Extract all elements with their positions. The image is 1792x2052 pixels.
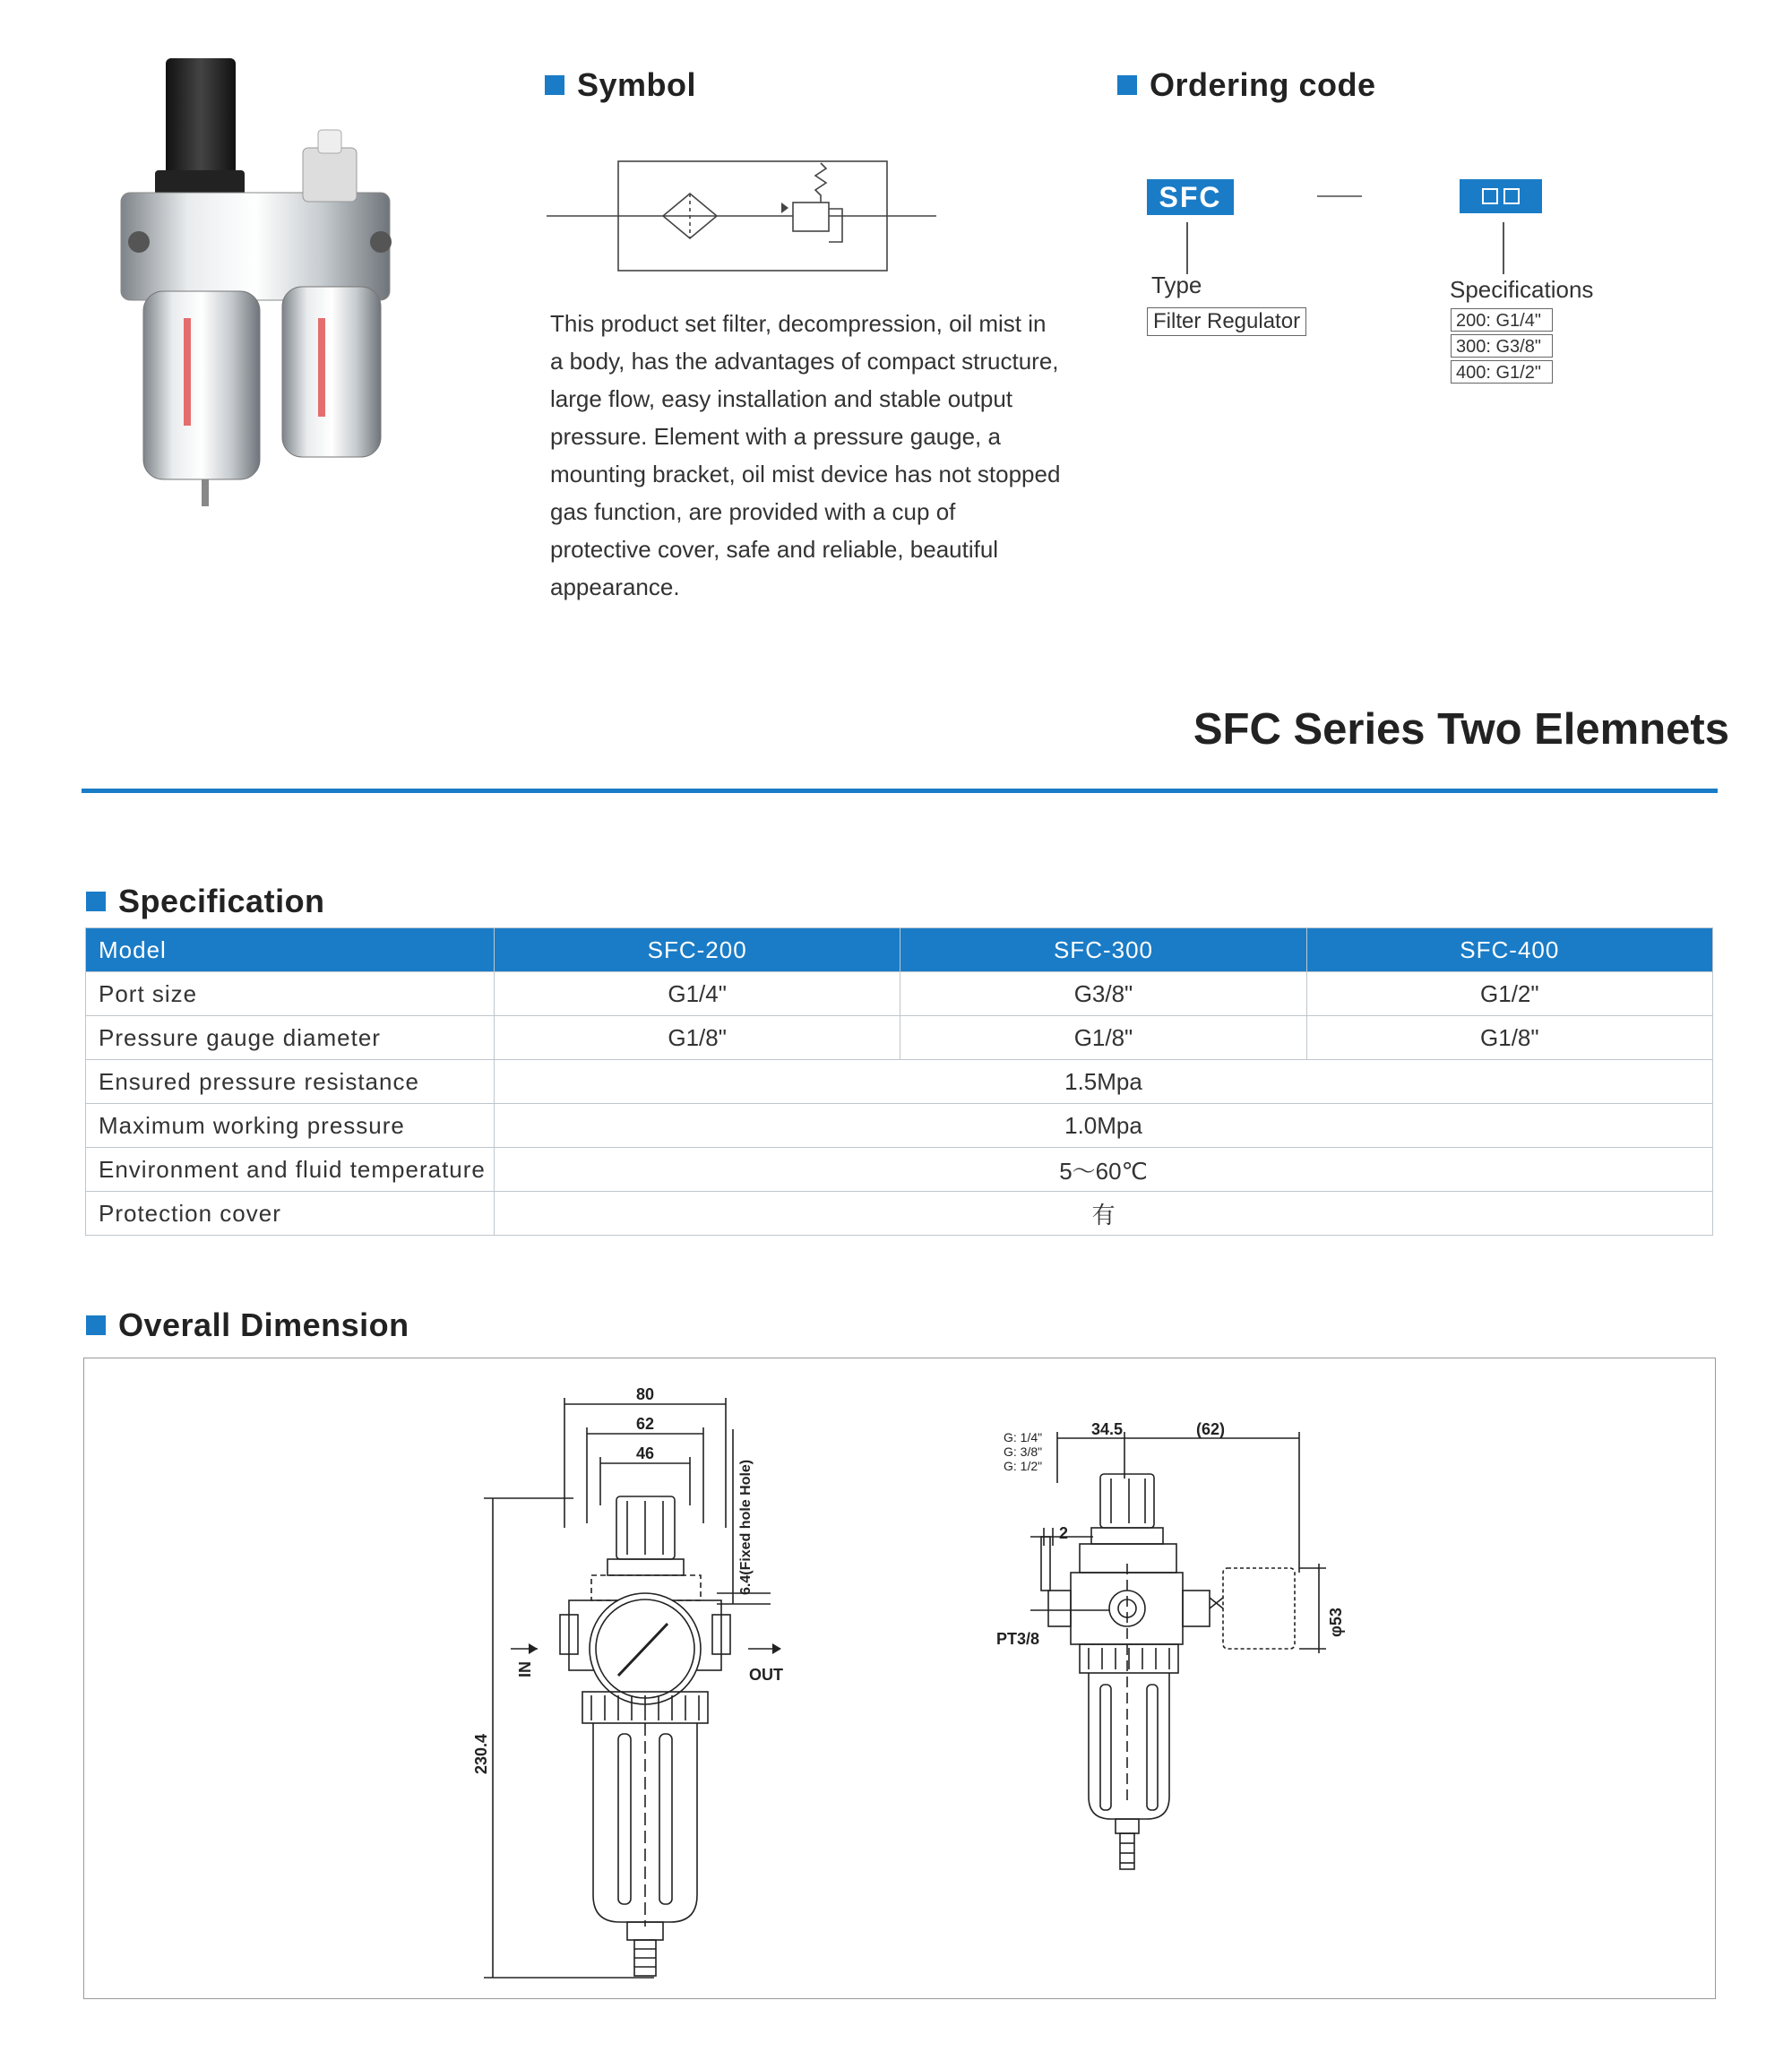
table-cell: 有 — [495, 1192, 1713, 1236]
series-title: SFC Series Two Elemnets — [1193, 705, 1729, 754]
header-cell: SFC-400 — [1306, 928, 1712, 972]
table-row — [86, 972, 1713, 1016]
symbol-heading: Symbol — [545, 66, 696, 104]
dim-height: 230.4 — [472, 1733, 490, 1774]
placeholder-box — [1503, 188, 1520, 204]
type-connector — [1186, 222, 1188, 274]
specification-heading: Specification — [86, 883, 325, 920]
section-marker-icon — [1117, 75, 1137, 95]
row-label: Environment and fluid temperature — [86, 1148, 495, 1192]
header-cell: SFC-300 — [900, 928, 1306, 972]
row-label: Port size — [86, 972, 495, 1016]
table-cell: G1/8" — [900, 1016, 1306, 1060]
table-row — [86, 1060, 1713, 1104]
spec-option: 300: G3/8" — [1451, 334, 1553, 358]
table-cell: G3/8" — [900, 972, 1306, 1016]
table-row — [86, 1148, 1713, 1192]
product-photo — [103, 49, 444, 515]
dim-62-ref: (62) — [1196, 1420, 1226, 1438]
spec-option: 400: G1/2" — [1451, 360, 1553, 384]
spec-connector — [1503, 222, 1504, 274]
dim-80: 80 — [635, 1385, 655, 1403]
dim-34-5: 34.5 — [1091, 1420, 1124, 1438]
spec-option: 200: G1/4" — [1451, 308, 1553, 332]
port-size-label: G: 1/2" — [1004, 1459, 1043, 1473]
section-marker-icon — [545, 75, 564, 95]
port-size-label: G: 3/8" — [1004, 1444, 1043, 1459]
dim-46: 46 — [635, 1444, 655, 1462]
table-row — [86, 1016, 1713, 1060]
side-view-drawing — [995, 1402, 1371, 1976]
section-marker-icon — [86, 1315, 106, 1335]
table-cell: G1/4" — [495, 972, 900, 1016]
dimension-drawing-frame — [83, 1358, 1716, 1999]
code-prefix-badge: SFC — [1147, 179, 1234, 215]
placeholder-box — [1482, 188, 1498, 204]
type-value: Filter Regulator — [1147, 307, 1306, 336]
overall-dimension-heading: Overall Dimension — [86, 1306, 409, 1344]
front-view-drawing — [448, 1380, 806, 1989]
type-label: Type — [1151, 272, 1202, 298]
specification-table — [85, 927, 1713, 1236]
title-divider — [82, 789, 1718, 793]
table-header-row — [86, 928, 1713, 972]
table-cell: G1/8" — [495, 1016, 900, 1060]
pt-thread-label: PT3/8 — [996, 1630, 1040, 1648]
row-label: Ensured pressure resistance — [86, 1060, 495, 1104]
table-cell: 5～60℃ — [495, 1148, 1713, 1192]
table-cell: 1.5Mpa — [495, 1060, 1713, 1104]
out-label: OUT — [749, 1666, 783, 1684]
header-cell: Model — [86, 928, 495, 972]
product-description: This product set filter, decompression, oil mist in a body, has the advantages of compact structure, large flow, easy installation and stable output pressure. Element with a pressure gauge, a mounting bracket, oil mist device has not stopped gas function, are provided with a cup of protective cover, safe and reliable, beautiful appearance. — [550, 310, 1061, 600]
row-label: Maximum working pressure — [86, 1104, 495, 1148]
dim-fixed-hole: 6.4(Fixed hole Hole) — [738, 1459, 754, 1595]
port-size-label: G: 1/4" — [1004, 1430, 1043, 1444]
in-label: IN — [516, 1661, 534, 1677]
table-cell: 1.0Mpa — [495, 1104, 1713, 1148]
dim-62: 62 — [635, 1415, 655, 1433]
spec-code-placeholder — [1460, 179, 1542, 213]
dim-phi-53: φ53 — [1327, 1608, 1345, 1637]
symbol-diagram — [547, 160, 936, 276]
table-row — [86, 1192, 1713, 1236]
dim-2: 2 — [1059, 1524, 1069, 1542]
ordering-code-heading: Ordering code — [1117, 66, 1376, 104]
section-marker-icon — [86, 892, 106, 911]
table-row — [86, 1104, 1713, 1148]
table-cell: G1/8" — [1306, 1016, 1712, 1060]
header-cell: SFC-200 — [495, 928, 900, 972]
table-cell: G1/2" — [1306, 972, 1712, 1016]
row-label: Pressure gauge diameter — [86, 1016, 495, 1060]
specifications-label: Specifications — [1450, 276, 1594, 303]
code-separator — [1317, 195, 1362, 197]
row-label: Protection cover — [86, 1192, 495, 1236]
